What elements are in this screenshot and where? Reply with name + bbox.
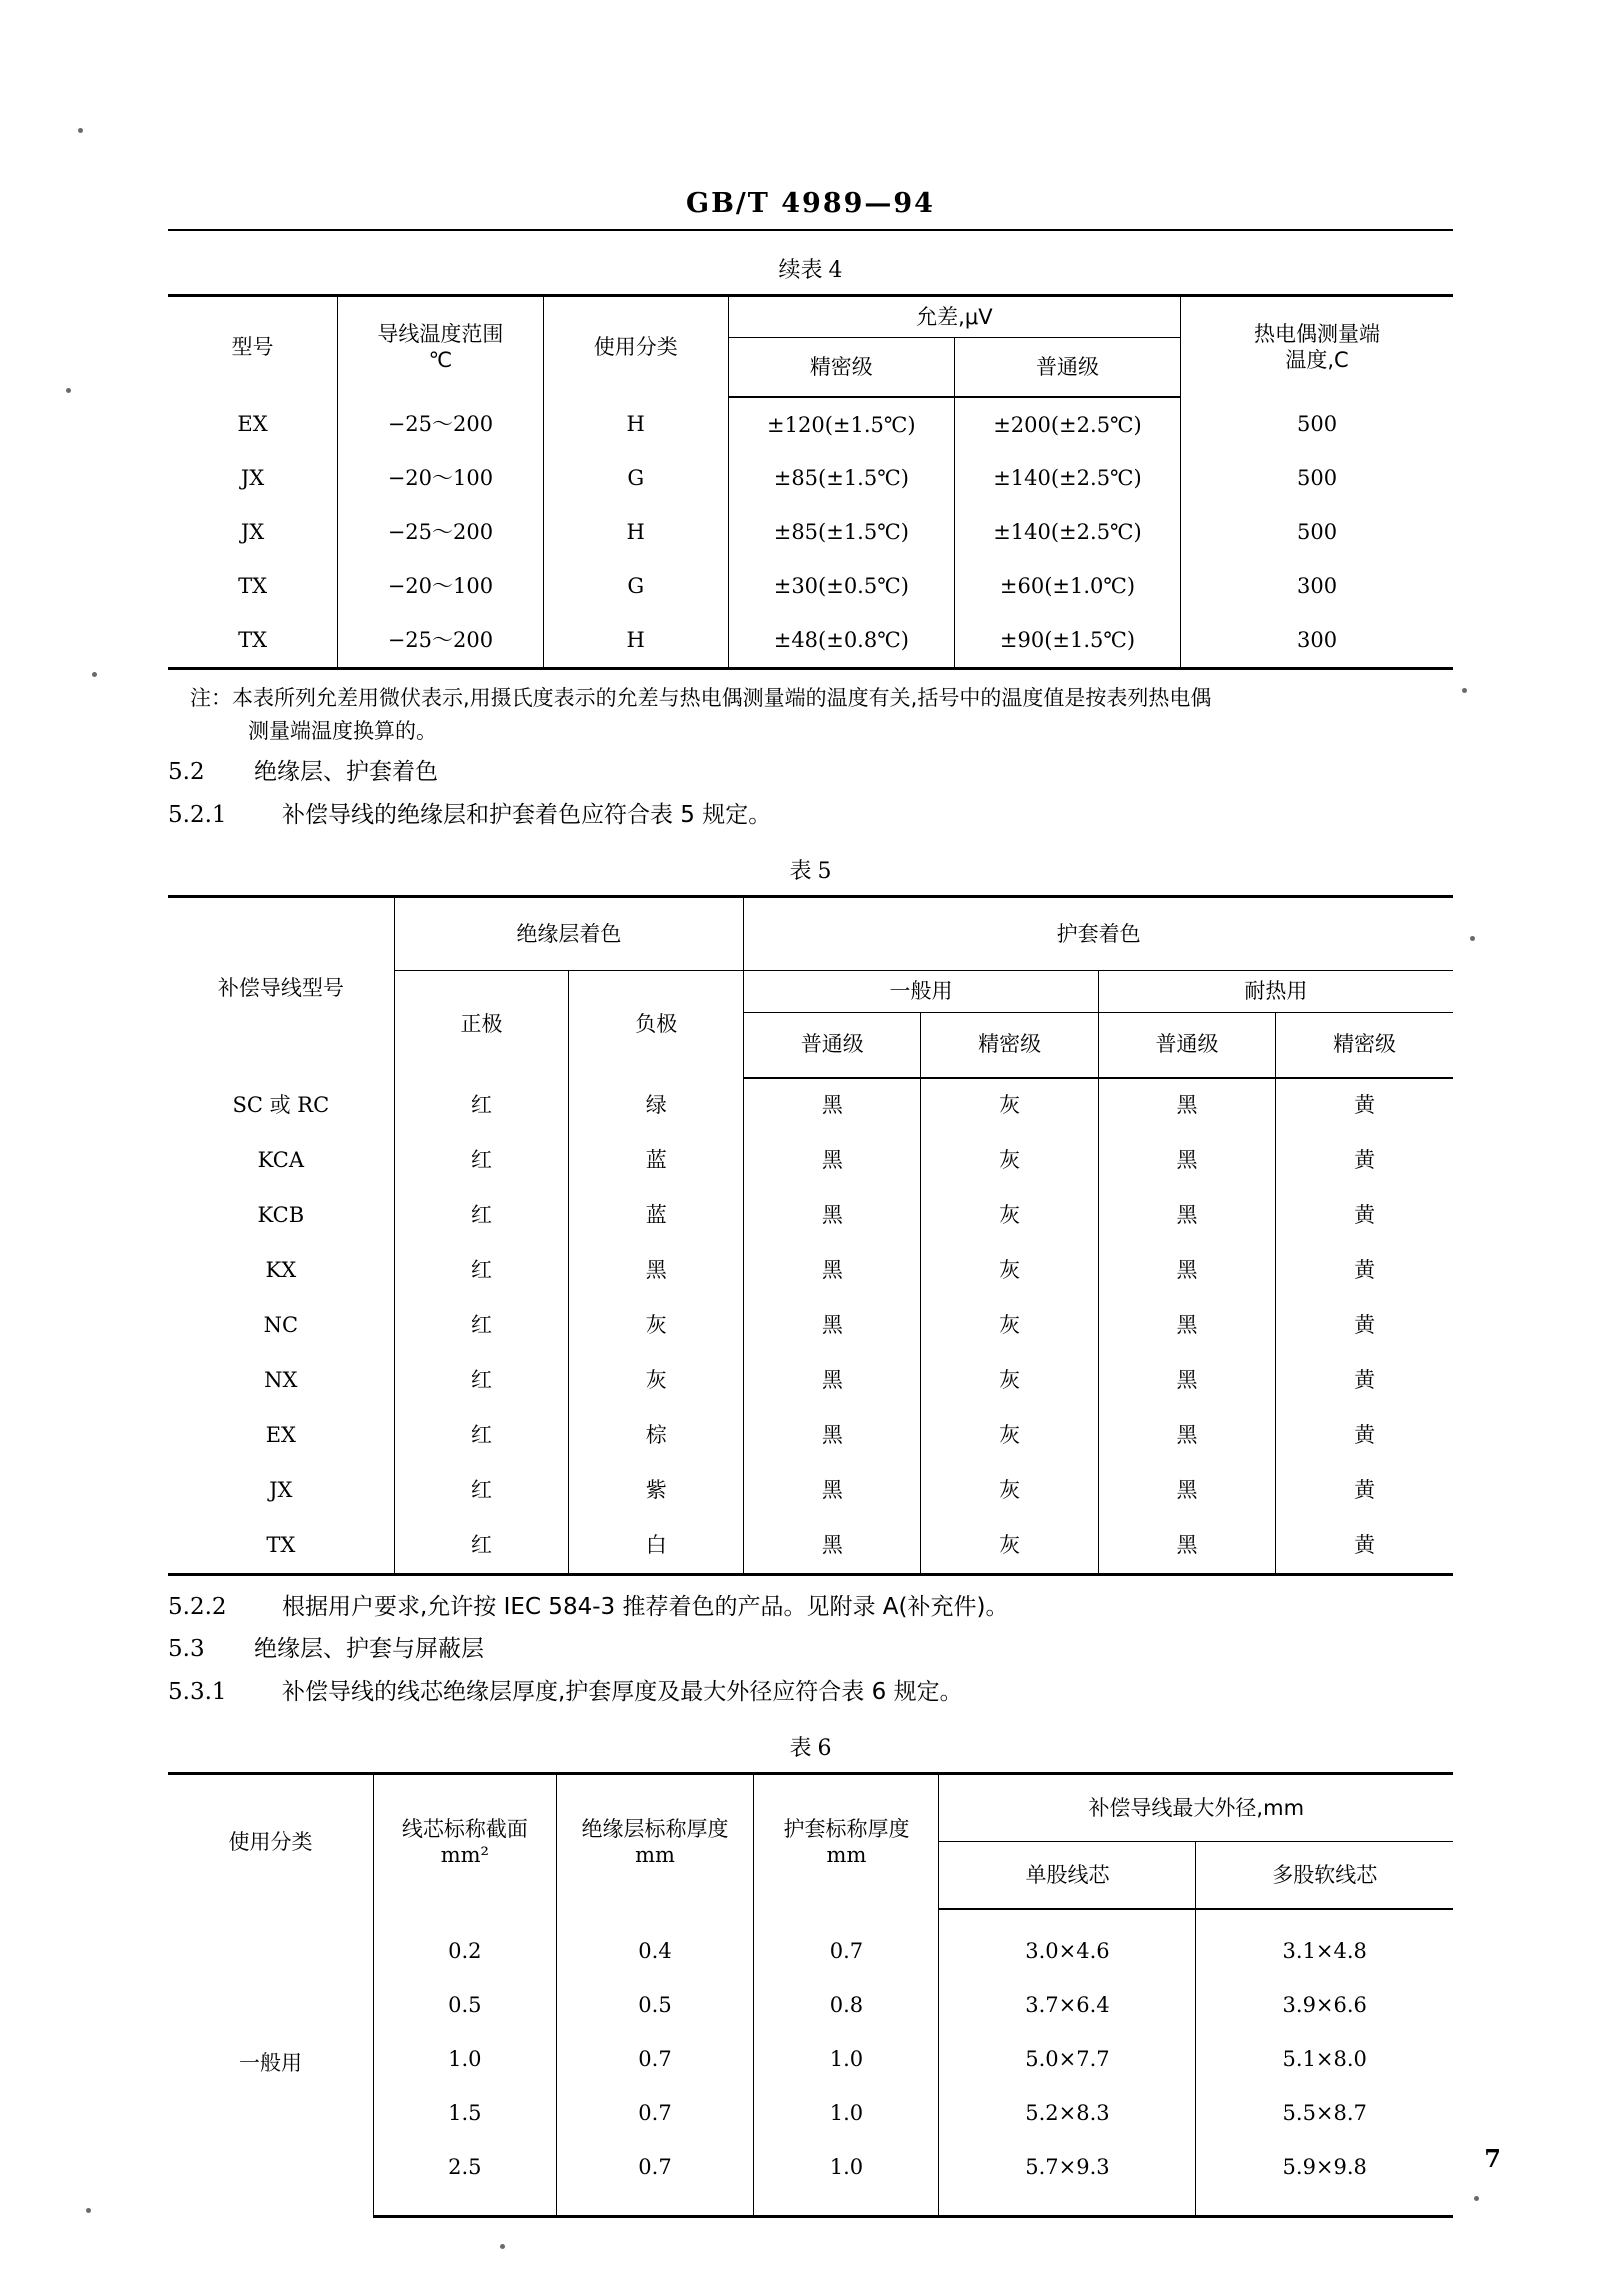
- table-row: [168, 1243, 1453, 1298]
- table6-header-core-section-line1: 线芯标称截面: [401, 1816, 528, 1841]
- table5-cell-heat-precise: 黄: [1276, 1078, 1453, 1133]
- table5-header-sheath: 护套着色: [744, 897, 1453, 971]
- clause-5-3-number: 5.3: [168, 1636, 205, 1663]
- table4-cell-range: −25～200: [338, 397, 544, 451]
- table-row: [168, 1188, 1453, 1243]
- table-row: [168, 1353, 1453, 1408]
- table4-cell-range: −20～100: [338, 451, 544, 505]
- table-row: [168, 451, 1453, 505]
- scan-speck: [86, 2208, 91, 2213]
- table5-cell-positive: 红: [394, 1463, 569, 1518]
- table6-cell-sheath: 0.8: [754, 1978, 939, 2032]
- table4-cell-precise: ±85(±1.5℃): [728, 451, 954, 505]
- table6-cell-sheath: 1.0: [754, 2140, 939, 2217]
- table5-cell-model: EX: [168, 1408, 394, 1463]
- table4-cell-model: TX: [168, 613, 338, 669]
- table5-cell-general-precise: 灰: [921, 1298, 1098, 1353]
- scan-speck: [1474, 2196, 1479, 2201]
- clause-5-2-1: [168, 798, 1453, 833]
- table5-cell-general-normal: 黑: [744, 1518, 921, 1575]
- table5-cell-model: KCA: [168, 1133, 394, 1188]
- table5-cell-negative: 灰: [569, 1353, 744, 1408]
- table5-header-heat-precise: 精密级: [1276, 1012, 1453, 1078]
- table5-cell-heat-normal: 黑: [1098, 1078, 1275, 1133]
- table6-cell-single: 3.7×6.4: [939, 1978, 1196, 2032]
- table5-cell-general-precise: 灰: [921, 1188, 1098, 1243]
- table5-cell-heat-precise: 黄: [1276, 1518, 1453, 1575]
- table5-cell-positive: 红: [394, 1078, 569, 1133]
- table5-header-heat-normal: 普通级: [1098, 1012, 1275, 1078]
- table4-note: [168, 682, 1453, 747]
- table4-cell-model: EX: [168, 397, 338, 451]
- table5-cell-heat-normal: 黑: [1098, 1408, 1275, 1463]
- table5-cell-general-normal: 黑: [744, 1243, 921, 1298]
- clause-5-3-1-number: 5.3.1: [168, 1678, 227, 1705]
- table5-cell-heat-precise: 黄: [1276, 1133, 1453, 1188]
- table4-cell-normal: ±60(±1.0℃): [954, 559, 1180, 613]
- table5-cell-negative: 蓝: [569, 1133, 744, 1188]
- table6-cell-sheath: 1.0: [754, 2032, 939, 2086]
- table6-cell-single: 5.7×9.3: [939, 2140, 1196, 2217]
- table-row: [168, 505, 1453, 559]
- table6-cell-single: 5.0×7.7: [939, 2032, 1196, 2086]
- table6-cell-multi: 5.5×8.7: [1196, 2086, 1453, 2140]
- table-row: [168, 1463, 1453, 1518]
- table5-cell-model: JX: [168, 1463, 394, 1518]
- table6-cell-section: 1.0: [374, 2032, 556, 2086]
- table6-group-label: 一般用: [168, 1909, 374, 2217]
- table5-caption-number: 5: [817, 859, 832, 885]
- table6-cell-multi: 3.1×4.8: [1196, 1909, 1453, 1978]
- table5-cell-heat-normal: 黑: [1098, 1463, 1275, 1518]
- table4-cell-normal: ±140(±2.5℃): [954, 451, 1180, 505]
- table5-cell-negative: 白: [569, 1518, 744, 1575]
- table6-header-row-1: [168, 1774, 1453, 1842]
- table5-cell-model: NX: [168, 1353, 394, 1408]
- table5-header-model: 补偿导线型号: [168, 897, 394, 1078]
- table6-caption-label: 表: [789, 1736, 812, 1762]
- table5-cell-general-precise: 灰: [921, 1518, 1098, 1575]
- table6-cell-sheath: 1.0: [754, 2086, 939, 2140]
- table4-header-model: 型号: [168, 296, 338, 398]
- table4-cell-model: JX: [168, 505, 338, 559]
- clause-5-2-2-text: 根据用户要求,允许按 IEC 584-3 推荐着色的产品。见附录 A(补充件)。: [282, 1593, 1009, 1620]
- table4-header-temp-range-unit: ℃: [428, 348, 453, 373]
- table5-cell-heat-precise: 黄: [1276, 1408, 1453, 1463]
- table4-cell-class: H: [543, 397, 728, 451]
- table5-cell-general-normal: 黑: [744, 1188, 921, 1243]
- clause-5-2-number: 5.2: [168, 759, 205, 786]
- table4-cell-junction: 500: [1181, 451, 1453, 505]
- table4-note-line1: 注：本表所列允差用微伏表示,用摄氏度表示的允差与热电偶测量端的温度有关,括号中的温度值是按表列热电偶: [190, 686, 1212, 711]
- table6-header-max-od: 补偿导线最大外径,mm: [939, 1774, 1453, 1842]
- clause-5-2-2: [168, 1590, 1453, 1625]
- table4-header-junction-line2: 温度,C: [1285, 348, 1349, 373]
- table4-header-row-1: [168, 296, 1453, 338]
- table5-header-negative: 负极: [569, 971, 744, 1078]
- table5-cell-model: NC: [168, 1298, 394, 1353]
- table5-header-general-precise: 精密级: [921, 1012, 1098, 1078]
- table4-cell-junction: 500: [1181, 505, 1453, 559]
- table5-cell-negative: 蓝: [569, 1188, 744, 1243]
- table5-cell-heat-normal: 黑: [1098, 1353, 1275, 1408]
- table5-cell-heat-normal: 黑: [1098, 1298, 1275, 1353]
- table5-cell-general-precise: 灰: [921, 1353, 1098, 1408]
- table5-cell-positive: 红: [394, 1243, 569, 1298]
- table6-header-core-section: [374, 1774, 556, 1910]
- table4-cell-precise: ±85(±1.5℃): [728, 505, 954, 559]
- table6-cell-insulation: 0.5: [556, 1978, 754, 2032]
- clause-5-3: [168, 1632, 1453, 1667]
- table5-caption-label: 表: [789, 859, 812, 885]
- table5-cell-heat-normal: 黑: [1098, 1133, 1275, 1188]
- table-row: [168, 1298, 1453, 1353]
- table4-header-junction-line1: 热电偶测量端: [1254, 321, 1381, 346]
- scan-speck: [66, 388, 71, 393]
- table4-cell-class: H: [543, 613, 728, 669]
- clause-5-2-2-number: 5.2.2: [168, 1593, 227, 1620]
- table6-header-use-class: 使用分类: [168, 1774, 374, 1910]
- table4-cell-precise: ±30(±0.5℃): [728, 559, 954, 613]
- header-rule: [168, 229, 1453, 231]
- table6-header-core-section-unit: mm²: [440, 1843, 489, 1868]
- table-row: [168, 1518, 1453, 1575]
- table-row: [168, 1408, 1453, 1463]
- table4-note-line2: 测量端温度换算的。: [248, 718, 437, 743]
- clause-5-3-text: 绝缘层、护套与屏蔽层: [254, 1636, 484, 1663]
- table5-cell-negative: 灰: [569, 1298, 744, 1353]
- table4-header-use-class: 使用分类: [543, 296, 728, 398]
- table4-cell-normal: ±140(±2.5℃): [954, 505, 1180, 559]
- table4-cell-junction: 300: [1181, 559, 1453, 613]
- table5-cell-heat-normal: 黑: [1098, 1188, 1275, 1243]
- table4-header-tolerance-precise: 精密级: [728, 338, 954, 398]
- clause-5-2-text: 绝缘层、护套着色: [254, 759, 438, 786]
- table6-cell-multi: 5.9×9.8: [1196, 2140, 1453, 2217]
- table5-cell-negative: 棕: [569, 1408, 744, 1463]
- table5-header-positive: 正极: [394, 971, 569, 1078]
- table5-cell-general-precise: 灰: [921, 1133, 1098, 1188]
- table5-header-heat-resist: 耐热用: [1098, 971, 1453, 1012]
- table4-header-temp-range: [338, 296, 544, 398]
- scan-speck: [92, 672, 97, 677]
- table5-cell-positive: 红: [394, 1298, 569, 1353]
- table5-cell-heat-precise: 黄: [1276, 1188, 1453, 1243]
- table6-header-multi-core: 多股软线芯: [1196, 1842, 1453, 1910]
- standard-number-header: GB/T 4989—94: [686, 188, 935, 219]
- table6-cell-single: 3.0×4.6: [939, 1909, 1196, 1978]
- table-row: [168, 613, 1453, 669]
- table5-cell-general-normal: 黑: [744, 1298, 921, 1353]
- table5-cell-model: SC 或 RC: [168, 1078, 394, 1133]
- table6-caption: [168, 1731, 1453, 1762]
- table4-cell-class: H: [543, 505, 728, 559]
- table5-cell-positive: 红: [394, 1188, 569, 1243]
- table6-cell-multi: 3.9×6.6: [1196, 1978, 1453, 2032]
- table5-cell-positive: 红: [394, 1353, 569, 1408]
- table-row: [168, 1078, 1453, 1133]
- table4-cell-range: −25～200: [338, 613, 544, 669]
- table4-cell-class: G: [543, 559, 728, 613]
- table4-caption: [168, 253, 1453, 284]
- table5-cell-heat-precise: 黄: [1276, 1298, 1453, 1353]
- table5-cell-general-precise: 灰: [921, 1463, 1098, 1518]
- table5-cell-heat-precise: 黄: [1276, 1243, 1453, 1298]
- table5-cell-general-precise: 灰: [921, 1078, 1098, 1133]
- table4-cell-range: −25～200: [338, 505, 544, 559]
- scan-speck: [78, 128, 83, 133]
- table5-caption: [168, 854, 1453, 885]
- clause-5-2: [168, 755, 1453, 790]
- table5-cell-model: KCB: [168, 1188, 394, 1243]
- table5-cell-negative: 绿: [569, 1078, 744, 1133]
- table4-cell-precise: ±48(±0.8℃): [728, 613, 954, 669]
- page-number: 7: [1484, 2144, 1501, 2173]
- table5-cell-heat-precise: 黄: [1276, 1353, 1453, 1408]
- table4-cell-normal: ±200(±2.5℃): [954, 397, 1180, 451]
- table6-header-insulation-thickness: [556, 1774, 754, 1910]
- table5-header-insulation: 绝缘层着色: [394, 897, 744, 971]
- table-row: [168, 1909, 1453, 1978]
- table5-cell-positive: 红: [394, 1518, 569, 1575]
- table6-cell-insulation: 0.7: [556, 2140, 754, 2217]
- table5-cell-general-normal: 黑: [744, 1408, 921, 1463]
- table4-header-tolerance: 允差,μV: [728, 296, 1180, 338]
- table4-cell-junction: 300: [1181, 613, 1453, 669]
- table4-cell-junction: 500: [1181, 397, 1453, 451]
- table5-cell-heat-normal: 黑: [1098, 1243, 1275, 1298]
- table5-cell-general-normal: 黑: [744, 1353, 921, 1408]
- scan-speck: [500, 2244, 505, 2249]
- table5-header-general-normal: 普通级: [744, 1012, 921, 1078]
- table4-header-junction-temp: [1181, 296, 1453, 398]
- table5-header-row-1: [168, 897, 1453, 971]
- scan-speck: [1470, 936, 1475, 941]
- table5-cell-negative: 黑: [569, 1243, 744, 1298]
- table6-cell-insulation: 0.7: [556, 2086, 754, 2140]
- clause-5-3-1: [168, 1675, 1453, 1710]
- table5-cell-model: TX: [168, 1518, 394, 1575]
- table5-header-general-use: 一般用: [744, 971, 1099, 1012]
- table6-cell-single: 5.2×8.3: [939, 2086, 1196, 2140]
- table5-cell-general-normal: 黑: [744, 1133, 921, 1188]
- clause-5-2-1-text: 补偿导线的绝缘层和护套着色应符合表 5 规定。: [282, 801, 772, 828]
- table5-cell-heat-precise: 黄: [1276, 1463, 1453, 1518]
- table5-cell-negative: 紫: [569, 1463, 744, 1518]
- table-5: [168, 895, 1453, 1575]
- table6-header-insulation-unit: mm: [635, 1843, 675, 1868]
- table5-cell-positive: 红: [394, 1133, 569, 1188]
- table-row: [168, 397, 1453, 451]
- table6-header-insulation-line1: 绝缘层标称厚度: [581, 1816, 729, 1841]
- table5-cell-general-normal: 黑: [744, 1078, 921, 1133]
- page-content: [168, 0, 1453, 2218]
- table6-cell-section: 0.5: [374, 1978, 556, 2032]
- clause-5-3-1-text: 补偿导线的线芯绝缘层厚度,护套厚度及最大外径应符合表 6 规定。: [282, 1678, 963, 1705]
- clause-5-2-1-number: 5.2.1: [168, 801, 227, 828]
- table4-header-temp-range-line1: 导线温度范围: [377, 321, 504, 346]
- table4-cell-class: G: [543, 451, 728, 505]
- table5-cell-heat-normal: 黑: [1098, 1518, 1275, 1575]
- table6-header-sheath-line1: 护套标称厚度: [783, 1816, 910, 1841]
- table6-cell-insulation: 0.7: [556, 2032, 754, 2086]
- table5-cell-general-precise: 灰: [921, 1408, 1098, 1463]
- table6-header-single-core: 单股线芯: [939, 1842, 1196, 1910]
- table6-header-sheath-unit: mm: [826, 1843, 867, 1868]
- table5-cell-general-precise: 灰: [921, 1243, 1098, 1298]
- table4-cell-model: JX: [168, 451, 338, 505]
- table4-cell-precise: ±120(±1.5℃): [728, 397, 954, 451]
- table6-caption-number: 6: [817, 1736, 832, 1762]
- table-row: [168, 1133, 1453, 1188]
- table4-caption-label: 续表: [778, 258, 823, 283]
- table6-cell-section: 2.5: [374, 2140, 556, 2217]
- table6-cell-sheath: 0.7: [754, 1909, 939, 1978]
- table4-caption-number: 4: [828, 258, 843, 283]
- table5-cell-positive: 红: [394, 1408, 569, 1463]
- table4-cell-normal: ±90(±1.5℃): [954, 613, 1180, 669]
- table4-header-tolerance-normal: 普通级: [954, 338, 1180, 398]
- table4-cell-range: −20～100: [338, 559, 544, 613]
- scan-speck: [1462, 688, 1467, 693]
- table6-cell-section: 1.5: [374, 2086, 556, 2140]
- table-4: [168, 294, 1453, 670]
- table6-cell-multi: 5.1×8.0: [1196, 2032, 1453, 2086]
- table6-header-sheath-thickness: [754, 1774, 939, 1910]
- table4-cell-model: TX: [168, 559, 338, 613]
- table-6: [168, 1772, 1453, 2218]
- table5-cell-model: KX: [168, 1243, 394, 1298]
- table-row: [168, 559, 1453, 613]
- table6-cell-section: 0.2: [374, 1909, 556, 1978]
- table5-cell-general-normal: 黑: [744, 1463, 921, 1518]
- table6-cell-insulation: 0.4: [556, 1909, 754, 1978]
